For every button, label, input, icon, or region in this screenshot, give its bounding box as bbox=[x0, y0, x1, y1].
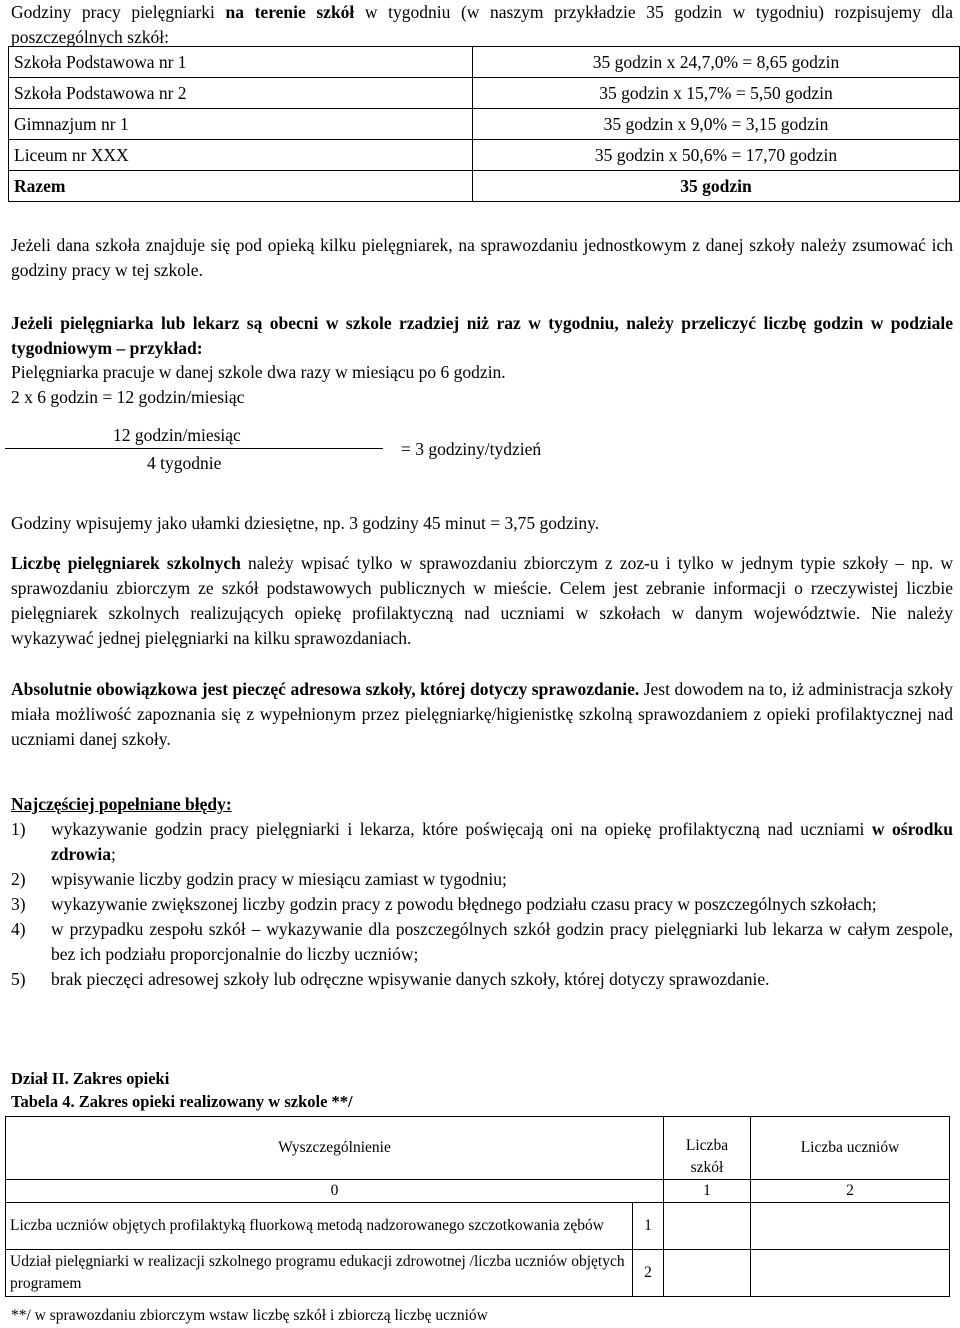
students-value-cell bbox=[751, 1203, 950, 1250]
table4-caption: Tabela 4. Zakres opieki realizowany w szkole **/ bbox=[11, 1092, 353, 1111]
table-row bbox=[9, 109, 960, 140]
row-number: 1 bbox=[633, 1203, 664, 1250]
school-cell: Liceum nr XXX bbox=[9, 140, 473, 171]
students-value-cell bbox=[751, 1250, 950, 1297]
fraction-result: = 3 godziny/tydzień bbox=[401, 439, 542, 459]
item-text: wpisywanie liczby godzin pracy w miesiącu zamiast w tygodniu; bbox=[51, 869, 507, 889]
header-spec: Wyszczególnienie bbox=[6, 1117, 664, 1180]
list-item bbox=[11, 892, 953, 917]
column-numbers-row bbox=[6, 1180, 950, 1203]
intro-text-bold: na terenie szkół bbox=[225, 2, 355, 22]
row-label: Udział pielęgniarki w realizacji szkolnego programu edukacji zdrowotnej /liczba uczniów objętych programem bbox=[6, 1250, 633, 1297]
decimal-hours-paragraph: Godziny wpisujemy jako ułamki dziesiętne, np. 3 godziny 45 minut = 3,75 godziny. bbox=[11, 513, 600, 533]
rare-visit-calc: 2 x 6 godzin = 12 godzin/miesiąc bbox=[11, 387, 245, 407]
row-number: 2 bbox=[633, 1250, 664, 1297]
schools-value-cell bbox=[664, 1203, 751, 1250]
header-students: Liczba uczniów bbox=[751, 1117, 950, 1180]
table-total-row bbox=[9, 171, 960, 202]
school-cell: Gimnazjum nr 1 bbox=[9, 109, 473, 140]
school-cell: Szkoła Podstawowa nr 1 bbox=[9, 47, 473, 78]
total-value: 35 godzin bbox=[473, 171, 960, 202]
stamp-bold: Absolutnie obowiązkowa jest pieczęć adresowa szkoły, której dotyczy sprawozdanie. bbox=[11, 679, 640, 699]
school-cell: Szkoła Podstawowa nr 2 bbox=[9, 78, 473, 109]
intro-text-end: w tygodniu (w naszym przykładzie 35 godzin w tygodniu) rozpisujemy dla poszczególnych szkół: bbox=[11, 2, 953, 47]
item-number: 4) bbox=[11, 919, 26, 939]
list-item bbox=[11, 917, 953, 967]
calc-cell: 35 godzin x 9,0% = 3,15 godzin bbox=[473, 109, 960, 140]
col-number: 0 bbox=[6, 1180, 664, 1203]
fraction-line bbox=[5, 448, 383, 449]
list-item bbox=[11, 867, 953, 892]
multiple-nurses-paragraph: Jeżeli dana szkoła znajduje się pod opieką kilku pielęgniarek, na sprawozdaniu jednostkowym z danej szkoły należy zsumować ich godziny pracy w tej szkole. bbox=[11, 235, 953, 280]
total-label: Razem bbox=[9, 171, 473, 202]
item-number: 2) bbox=[11, 869, 26, 889]
schools-value-cell bbox=[664, 1250, 751, 1297]
table-row bbox=[9, 78, 960, 109]
list-item bbox=[11, 817, 953, 867]
hours-allocation-table bbox=[8, 46, 960, 202]
item-number: 3) bbox=[11, 894, 26, 914]
errors-list bbox=[11, 817, 953, 992]
footnote: **/ w sprawozdaniu zbiorczym wstaw liczbę szkół i zbiorczą liczbę uczniów bbox=[11, 1307, 488, 1324]
fraction-denominator: 4 tygodnie bbox=[147, 453, 222, 473]
header-schools: Liczba szkół bbox=[664, 1117, 751, 1180]
table-row bbox=[6, 1250, 950, 1297]
intro-text-start: Godziny pracy pielęgniarki bbox=[11, 2, 226, 22]
item-number: 5) bbox=[11, 969, 26, 989]
intro-paragraph bbox=[11, 0, 953, 50]
calc-cell: 35 godzin x 24,7,0% = 8,65 godzin bbox=[473, 47, 960, 78]
nurse-count-text: należy wpisać tylko w sprawozdaniu zbiorczym z zoz-u i tylko w jednym typie szkoły – np. w sprawozdaniu zbiorczym ze szkół podstawowych publicznych w mieście. Celem jest zebranie informacji o rzeczywistej liczbie pielęgniarek szkolnych realizujących opiekę profilaktyczną nad uczniami w szkołach w danym województwie. Nie należy wykazywać jednej pielęgniarki na kilku sprawozdaniach. bbox=[11, 553, 953, 648]
item-number: 1) bbox=[11, 819, 26, 839]
table-row bbox=[6, 1203, 950, 1250]
list-item bbox=[11, 967, 953, 992]
calc-cell: 35 godzin x 50,6% = 17,70 godzin bbox=[473, 140, 960, 171]
table-row bbox=[9, 140, 960, 171]
section-heading: Dział II. Zakres opieki bbox=[11, 1069, 170, 1088]
table-row bbox=[9, 47, 960, 78]
stamp-paragraph bbox=[11, 677, 953, 752]
item-text: wykazywanie godzin pracy pielęgniarki i lekarza, które poświęcają oni na opiekę profilaktyczną nad uczniami bbox=[51, 819, 872, 839]
nurse-count-bold: Liczbę pielęgniarek szkolnych bbox=[11, 553, 241, 573]
item-text: brak pieczęci adresowej szkoły lub odręczne wpisywanie danych szkoły, której dotyczy sprawozdanie. bbox=[51, 969, 770, 989]
item-text-end: ; bbox=[110, 844, 116, 864]
rare-visit-example: Pielęgniarka pracuje w danej szkole dwa razy w miesiącu po 6 godzin. bbox=[11, 362, 506, 382]
calc-cell: 35 godzin x 15,7% = 5,50 godzin bbox=[473, 78, 960, 109]
row-label: Liczba uczniów objętych profilaktyką fluorkową metodą nadzorowanego szczotkowania zębów bbox=[6, 1203, 633, 1250]
col-number: 2 bbox=[751, 1180, 950, 1203]
item-text: wykazywanie zwiększonej liczby godzin pracy z powodu błędnego podziału czasu pracy w poszczególnych szkołach; bbox=[51, 894, 877, 914]
table-header-row bbox=[6, 1117, 950, 1180]
care-scope-table bbox=[5, 1116, 950, 1297]
rare-visit-rule: Jeżeli pielęgniarka lub lekarz są obecni w szkole rzadziej niż raz w tygodniu, należy przeliczyć liczbę godzin w podziale tygodniowym – przykład: bbox=[11, 313, 953, 358]
errors-heading: Najczęściej popełniane błędy: bbox=[11, 794, 232, 814]
stamp-text: Jest dowodem na to, iż administracja szkoły miała możliwość zapoznania się z wypełnionym przez pielęgniarkę/higienistkę szkolną sprawozdaniem z opieki profilaktycznej nad uczniami danej szkoły. bbox=[11, 679, 953, 749]
nurse-count-paragraph bbox=[11, 551, 953, 651]
item-text: w przypadku zespołu szkół – wykazywanie dla poszczególnych szkół godzin pracy pielęgniarki lub lekarza w całym zespole, bez ich podziału proporcjonalnie do liczby uczniów; bbox=[51, 919, 953, 964]
item-text-bold: w ośrodku zdrowia bbox=[51, 819, 953, 864]
col-number: 1 bbox=[664, 1180, 751, 1203]
fraction-numerator: 12 godzin/miesiąc bbox=[113, 425, 241, 445]
